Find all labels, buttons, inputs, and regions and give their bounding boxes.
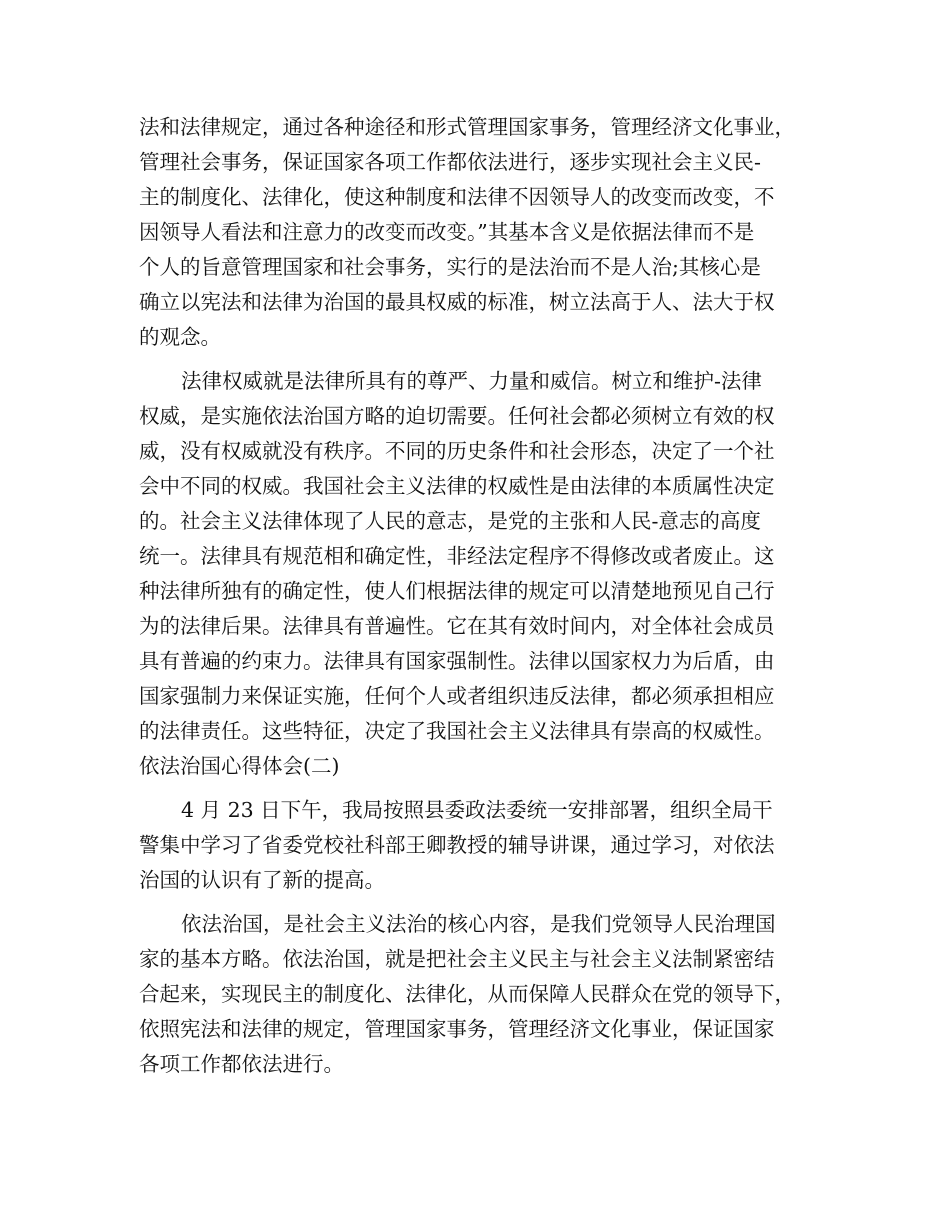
text-line: 因领导人看法和注意力的改变而改变。”其基本含义是依据法律而不是 bbox=[139, 220, 755, 244]
paragraph bbox=[139, 110, 829, 355]
text-line: 的。社会主义法律体现了人民的意志，是党的主张和人民-意志的高度 bbox=[139, 509, 761, 533]
text-line: 4 月 23 日下午，我局按照县委政法委统一安排部署，组织全局干 bbox=[181, 798, 773, 822]
text-line: 法律权威就是法律所具有的尊严、力量和威信。树立和维护-法律 bbox=[181, 369, 762, 393]
text-line: 主的制度化、法律化，使这种制度和法律不因领导人的改变而改变，不 bbox=[139, 185, 775, 209]
text-line: 权威，是实施依法治国方略的迫切需要。任何社会都必须树立有效的权 bbox=[139, 404, 775, 428]
text-line: 各项工作都依法进行。 bbox=[139, 1052, 344, 1076]
text-line: 合起来，实现民主的制度化、法律化，从而保障人民群众在党的领导下， bbox=[139, 982, 795, 1006]
paragraph bbox=[139, 793, 829, 898]
text-line: 统一。法律具有规范相和确定性，非经法定程序不得修改或者废止。这 bbox=[139, 544, 775, 568]
text-line: 家的基本方略。依法治国，就是把社会主义民主与社会主义法制紧密结 bbox=[139, 947, 775, 971]
text-line: 会中不同的权威。我国社会主义法律的权威性是由法律的本质属性决定 bbox=[139, 474, 775, 498]
text-line: 的法律责任。这些特征，决定了我国社会主义法律具有崇高的权威性。 bbox=[139, 719, 775, 743]
text-line: 管理社会事务，保证国家各项工作都依法进行，逐步实现社会主义民- bbox=[139, 150, 761, 174]
text-line: 的观念。 bbox=[139, 325, 221, 349]
text-line: 依法治国，是社会主义法治的核心内容，是我们党领导人民治理国 bbox=[181, 912, 776, 936]
paragraph bbox=[139, 907, 829, 1082]
text-line: 治国的认识有了新的提高。 bbox=[139, 868, 385, 892]
text-line: 国家强制力来保证实施，任何个人或者组织违反法律，都必须承担相应 bbox=[139, 684, 775, 708]
document-body bbox=[139, 110, 829, 1082]
heading-text: 依法治国心得体会(二) bbox=[139, 754, 340, 778]
section-heading bbox=[139, 749, 829, 784]
text-line: 为的法律后果。法律具有普遍性。它在其有效时间内，对全体社会成员 bbox=[139, 614, 775, 638]
text-line: 警集中学习了省委党校社科部王卿教授的辅导讲课，通过学习，对依法 bbox=[139, 833, 775, 857]
paragraph bbox=[139, 364, 829, 749]
text-line: 种法律所独有的确定性，使人们根据法律的规定可以清楚地预见自己行 bbox=[139, 579, 775, 603]
text-line: 法和法律规定，通过各种途径和形式管理国家事务，管理经济文化事业， bbox=[139, 115, 795, 139]
text-line: 威，没有权威就没有秩序。不同的历史条件和社会形态，决定了一个社 bbox=[139, 439, 775, 463]
text-line: 具有普遍的约束力。法律具有国家强制性。法律以国家权力为后盾，由 bbox=[139, 649, 775, 673]
text-line: 确立以宪法和法律为治国的最具权威的标准，树立法高于人、法大于权 bbox=[139, 290, 775, 314]
text-line: 依照宪法和法律的规定，管理国家事务，管理经济文化事业，保证国家 bbox=[139, 1017, 775, 1041]
text-line: 个人的旨意管理国家和社会事务，实行的是法治而不是人治;其核心是 bbox=[139, 255, 761, 279]
